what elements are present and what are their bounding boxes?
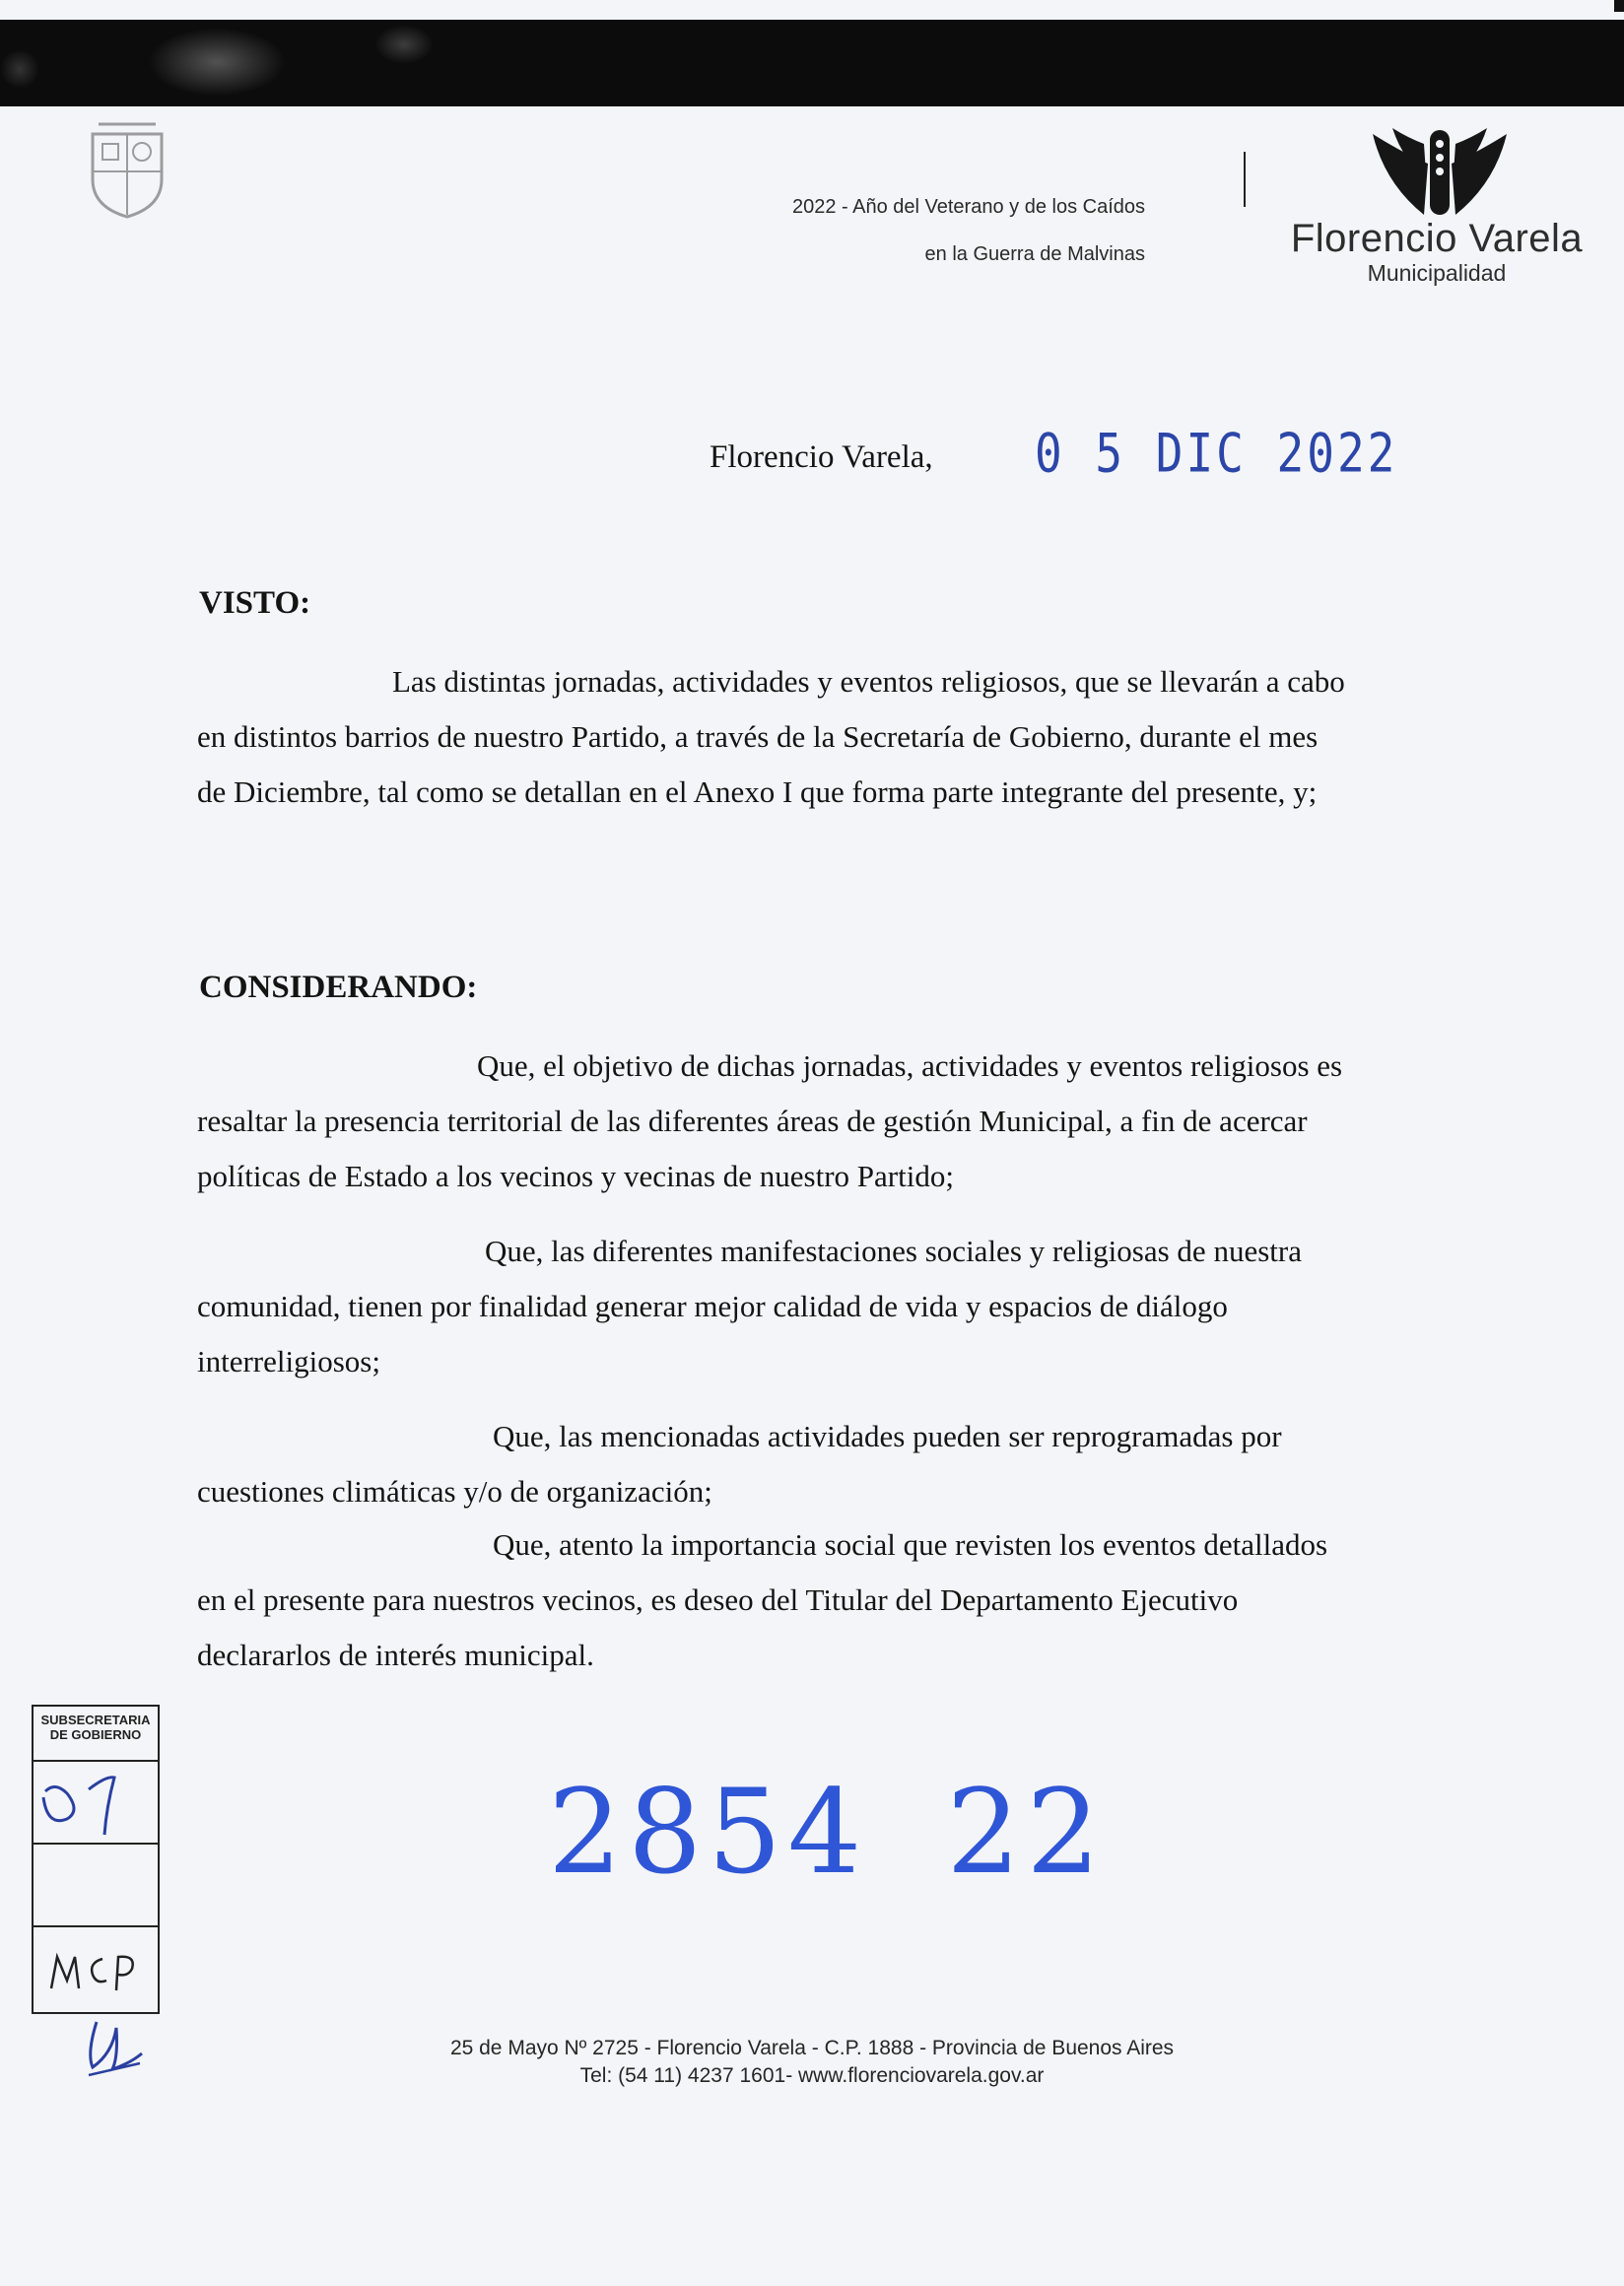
- motto-line-2: en la Guerra de Malvinas: [924, 243, 1145, 265]
- scan-header-bar: [0, 20, 1624, 106]
- handwritten-initials-icon: [45, 1941, 144, 1996]
- considerando-line: Que, el objetivo de dichas jornadas, actividades y eventos religiosos es: [477, 1048, 1343, 1083]
- initials-cell: [34, 1845, 158, 1927]
- footer-contact: Tel: (54 11) 4237 1601- www.florenciovarela.gov.ar: [579, 2064, 1045, 2087]
- considerando-line: declararlos de interés municipal.: [197, 1638, 594, 1672]
- considerando-line: en el presente para nuestros vecinos, es deseo del Titular del Departamento Ejecutivo: [197, 1582, 1239, 1617]
- letterhead-divider: [1244, 152, 1246, 207]
- visto-line: Las distintas jornadas, actividades y eventos religiosos, que se llevarán a cabo: [392, 664, 1345, 699]
- decree-year: 22: [946, 1764, 1107, 1900]
- handwritten-initials-icon: [37, 1768, 146, 1839]
- visto-line: de Diciembre, tal como se detallan en el Anexo I que forma parte integrante del presente, y;: [197, 774, 1318, 809]
- considerando-line: comunidad, tienen por finalidad generar mejor calidad de vida y espacios de diálogo: [197, 1289, 1228, 1323]
- considerando-paragraph-2: [197, 1224, 1411, 1389]
- considerando-line: resaltar la presencia territorial de las diferentes áreas de gestión Municipal, a fin de acercar: [197, 1104, 1308, 1138]
- motto-line-1: 2022 - Año del Veterano y de los Caídos: [791, 196, 1145, 218]
- initials-cell: [34, 1762, 158, 1845]
- considerando-heading: CONSIDERANDO:: [199, 970, 478, 1005]
- considerando-line: políticas de Estado a los vecinos y vecinas de nuestro Partido;: [197, 1159, 954, 1193]
- logo-subtitle: Municipalidad: [1367, 260, 1507, 286]
- visto-line: en distintos barrios de nuestro Partido, a través de la Secretaría de Gobierno, durante el mes: [197, 719, 1319, 754]
- decree-number: 2854: [548, 1764, 868, 1900]
- considerando-line: Que, las mencionadas actividades pueden ser reprogramadas por: [493, 1419, 1282, 1453]
- considerando-line: cuestiones climáticas y/o de organización;: [197, 1474, 712, 1509]
- year-motto: [792, 197, 1145, 264]
- logo-name: Florencio Varela: [1290, 217, 1584, 260]
- considerando-paragraph-3: [197, 1409, 1411, 1519]
- date-place: Florencio Varela,: [710, 439, 933, 475]
- considerando-line: Que, las diferentes manifestaciones sociales y religiosas de nuestra: [485, 1234, 1302, 1268]
- considerando-paragraph-4: [197, 1517, 1411, 1683]
- considerando-line: Que, atento la importancia social que revisten los eventos detallados: [493, 1527, 1328, 1562]
- considerando-line: interreligiosos;: [197, 1344, 380, 1378]
- florencio-varela-logo-icon: [1365, 124, 1515, 223]
- initials-cell: [34, 1927, 158, 2008]
- subsecretaria-initials-box: [32, 1705, 160, 2014]
- visto-heading: VISTO:: [199, 585, 311, 621]
- scan-corner-mark: [1614, 0, 1624, 12]
- subsecretaria-title: SUBSECRETARIA DE GOBIERNO: [34, 1707, 158, 1762]
- date-stamp: 0 5 DIC 2022: [1035, 422, 1398, 485]
- decree-number-stamp: [548, 1764, 1107, 1900]
- considerando-paragraph-1: [197, 1039, 1411, 1204]
- footer-address: 25 de Mayo Nº 2725 - Florencio Varela - C.P. 1888 - Provincia de Buenos Aires: [449, 2037, 1175, 2059]
- visto-paragraph: [197, 654, 1411, 820]
- municipal-crest-icon: [87, 120, 168, 221]
